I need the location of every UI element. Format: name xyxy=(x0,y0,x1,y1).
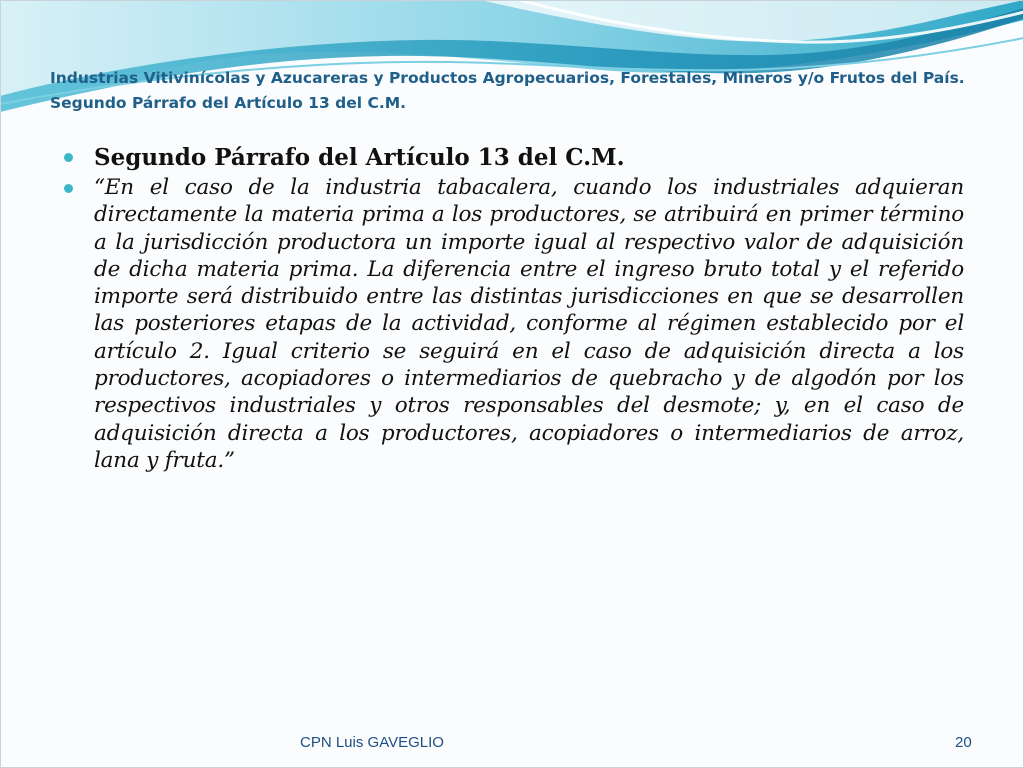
bullet-dot-icon xyxy=(64,184,73,193)
slide-number: 20 xyxy=(955,734,972,751)
bullet-text: “En el caso de la industria tabacalera, cuando los industriales adquieran directamente la materia prima a los productores, se atribuirá en primer término a la jurisdicción productora un importe igual al respectivo valor de adquisición de dicha materia prima. La diferencia entre el ingreso bruto total y el referido importe será distribuido entre las distintas jurisdicciones en que se desarrollen las posteriores etapas de la actividad, conforme al régimen establecido por el artículo 2. Igual criterio se seguirá en el caso de adquisición directa a los productores, acopiadores o intermediarios de quebracho y de algodón por los respectivos industriales y otros responsables del desmote; y, en el caso de adquisición directa a los productores, acopiadores o intermediarios de arroz, lana y fruta.” xyxy=(94,175,964,473)
slide-title: Industrias Vitivinícolas y Azucareras y Productos Agropecuarios, Forestales, Mineros y/o Frutos del País. Segundo Párrafo del Artículo 13 del C.M. xyxy=(50,69,965,112)
bullet-text: Segundo Párrafo del Artículo 13 del C.M. xyxy=(94,144,625,171)
bullet-item-heading xyxy=(62,142,964,174)
footer-author: CPN Luis GAVEGLIO xyxy=(300,734,444,751)
bullet-list xyxy=(62,142,964,474)
bullet-item-quote xyxy=(62,174,964,474)
bullet-dot-icon xyxy=(64,153,73,162)
